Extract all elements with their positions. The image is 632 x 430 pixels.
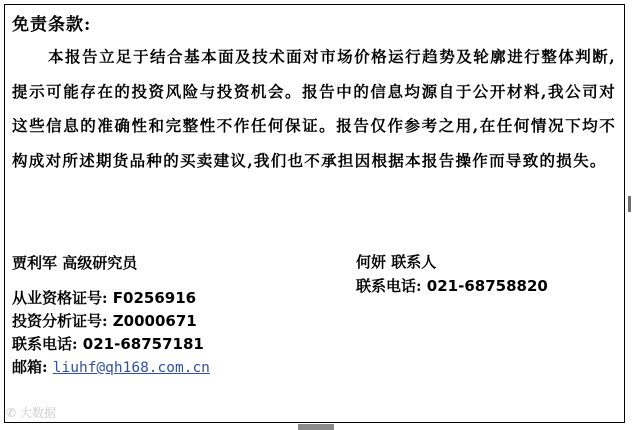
qualification-row	[12, 287, 210, 310]
scroll-marker	[628, 196, 631, 212]
qualification-label: 从业资格证号:	[12, 289, 108, 307]
analysis-cert-value: Z0000671	[112, 312, 197, 330]
analyst-name-title: 贾利军 高级研究员	[12, 254, 138, 272]
analyst-phone-value: 021-68757181	[82, 335, 204, 353]
watermark-text: 大数据	[19, 406, 56, 420]
analysis-cert-row	[12, 310, 210, 333]
email-label: 邮箱:	[12, 358, 48, 376]
contact-phone-label: 联系电话:	[356, 277, 422, 295]
analysis-cert-label: 投资分析证号:	[12, 312, 108, 330]
disclaimer-body: 本报告立足于结合基本面及技术面对市场价格运行趋势及轮廓进行整体判断,提示可能存在的投资风险与投资机会。报告中的信息均源自于公开材料,我公司对这些信息的准确性和完整性不作任何保证。报告仅作参考之用,在任何情况下均不构成对所述期货品种的买卖建议,我们也不承担因根据本报告操作而导致的损失。	[12, 47, 616, 170]
analyst-info	[12, 252, 210, 379]
analyst-phone-label: 联系电话:	[12, 335, 78, 353]
email-link[interactable]: liuhf@qh168.com.cn	[52, 360, 210, 376]
analyst-email-row	[12, 356, 210, 379]
contact-phone-value: 021-68758820	[426, 277, 548, 295]
bottom-scroll-handle[interactable]	[298, 424, 334, 430]
qualification-value: F0256916	[112, 289, 197, 307]
disclaimer-title: 免责条款:	[12, 15, 92, 35]
watermark-logo	[6, 404, 56, 421]
contact-phone-row	[356, 274, 548, 298]
analyst-phone-row	[12, 333, 210, 356]
contact-info	[356, 250, 548, 298]
watermark-icon: ✆	[6, 406, 17, 420]
contact-name-title: 何妍 联系人	[356, 253, 437, 271]
